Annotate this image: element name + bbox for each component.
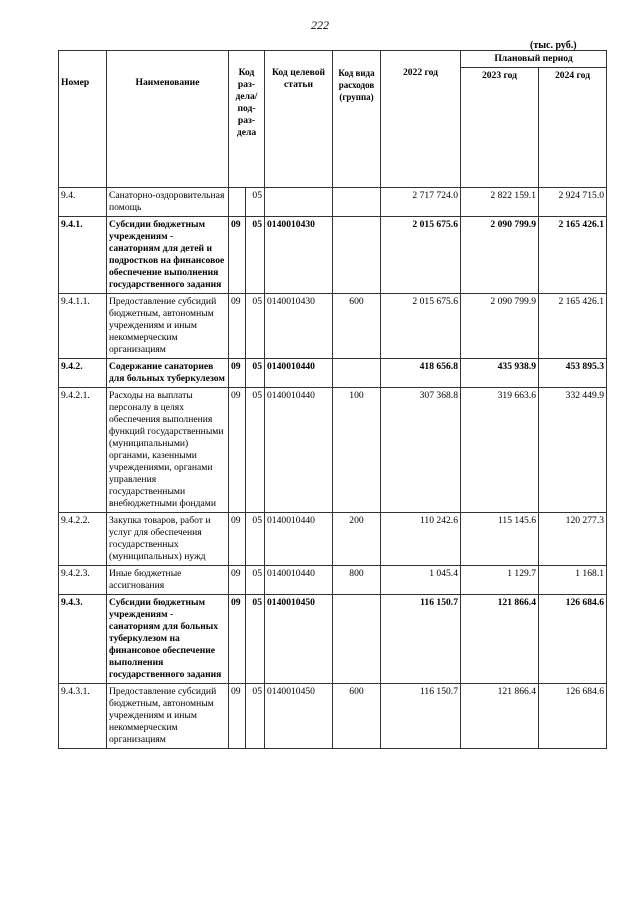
row-subsection: 05: [246, 217, 265, 294]
row-section: 09: [229, 684, 246, 749]
row-number: 9.4.2.: [59, 359, 107, 388]
row-section: 09: [229, 595, 246, 684]
row-section: 09: [229, 217, 246, 294]
row-value-2023: 2 090 799.9: [461, 217, 539, 294]
row-target: 0140010440: [265, 513, 333, 566]
row-name: Содержание санаториев для больных туберкулезом: [107, 359, 229, 388]
header-target: Код целевой статьи: [265, 51, 333, 188]
row-expense: [333, 359, 381, 388]
row-value-2022: 1 045.4: [381, 566, 461, 595]
header-2024: 2024 год: [539, 68, 607, 188]
row-value-2024: 1 168.1: [539, 566, 607, 595]
page-number: 222: [311, 18, 329, 32]
row-number: 9.4.2.2.: [59, 513, 107, 566]
row-subsection: 05: [246, 294, 265, 359]
header-plan-period: Плановый период: [461, 51, 607, 68]
row-target: 0140010440: [265, 566, 333, 595]
row-target: 0140010440: [265, 359, 333, 388]
header-2023: 2023 год: [461, 68, 539, 188]
table-row: [59, 684, 607, 749]
table-row: [59, 188, 607, 217]
row-target: 0140010440: [265, 388, 333, 513]
table-row: [59, 595, 607, 684]
row-name: Субсидии бюджетным учреждениям - санаториям для детей и подростков на финансовое обеспечение выполнения государственного задания: [107, 217, 229, 294]
row-value-2022: 2 717 724.0: [381, 188, 461, 217]
row-expense: 600: [333, 294, 381, 359]
row-value-2023: 121 866.4: [461, 595, 539, 684]
row-number: 9.4.3.1.: [59, 684, 107, 749]
row-number: 9.4.1.1.: [59, 294, 107, 359]
row-value-2023: 1 129.7: [461, 566, 539, 595]
row-value-2023: 2 090 799.9: [461, 294, 539, 359]
row-section: 09: [229, 294, 246, 359]
row-value-2024: 2 165 426.1: [539, 294, 607, 359]
row-value-2023: 2 822 159.1: [461, 188, 539, 217]
row-subsection: 05: [246, 188, 265, 217]
row-name: Расходы на выплаты персоналу в целях обеспечения выполнения функций государственными (муниципальными) органами, казенными учреждениями, органами управления государственными внебюджетными фондами: [107, 388, 229, 513]
table-body: [59, 188, 607, 749]
row-section: 09: [229, 388, 246, 513]
header-expense: Код вида расходов (группа): [333, 51, 381, 188]
row-target: 0140010450: [265, 684, 333, 749]
row-expense: 200: [333, 513, 381, 566]
row-value-2024: 2 165 426.1: [539, 217, 607, 294]
units-label: (тыс. руб.): [530, 40, 577, 51]
row-value-2023: 121 866.4: [461, 684, 539, 749]
budget-table: [58, 50, 607, 749]
row-value-2024: 126 684.6: [539, 684, 607, 749]
row-value-2022: 116 150.7: [381, 684, 461, 749]
row-name: Предоставление субсидий бюджетным, автономным учреждениям и иным некоммерческим организациям: [107, 684, 229, 749]
row-expense: [333, 595, 381, 684]
table-row: [59, 294, 607, 359]
row-name: Предоставление субсидий бюджетным, автономным учреждениям и иным некоммерческим организациям: [107, 294, 229, 359]
row-number: 9.4.2.3.: [59, 566, 107, 595]
header-2022: 2022 год: [381, 51, 461, 188]
header-name: Наименование: [107, 51, 229, 188]
row-expense: 800: [333, 566, 381, 595]
row-value-2022: 116 150.7: [381, 595, 461, 684]
header-section: Код раз- дела/ под- раз- дела: [229, 51, 265, 188]
row-value-2022: 2 015 675.6: [381, 294, 461, 359]
row-number: 9.4.2.1.: [59, 388, 107, 513]
table-row: [59, 217, 607, 294]
row-section: [229, 188, 246, 217]
row-expense: [333, 188, 381, 217]
row-expense: 100: [333, 388, 381, 513]
row-target: [265, 188, 333, 217]
row-target: 0140010450: [265, 595, 333, 684]
row-value-2024: 120 277.3: [539, 513, 607, 566]
row-value-2022: 307 368.8: [381, 388, 461, 513]
row-value-2022: 418 656.8: [381, 359, 461, 388]
table-row: [59, 359, 607, 388]
row-number: 9.4.1.: [59, 217, 107, 294]
row-value-2024: 453 895.3: [539, 359, 607, 388]
row-value-2023: 115 145.6: [461, 513, 539, 566]
row-subsection: 05: [246, 566, 265, 595]
row-target: 0140010430: [265, 294, 333, 359]
table-row: [59, 566, 607, 595]
row-number: 9.4.: [59, 188, 107, 217]
table-row: [59, 513, 607, 566]
row-value-2022: 2 015 675.6: [381, 217, 461, 294]
row-subsection: 05: [246, 388, 265, 513]
row-section: 09: [229, 513, 246, 566]
header-number: Номер: [59, 51, 107, 188]
row-value-2022: 110 242.6: [381, 513, 461, 566]
row-expense: [333, 217, 381, 294]
table-row: [59, 388, 607, 513]
row-expense: 600: [333, 684, 381, 749]
row-value-2024: 126 684.6: [539, 595, 607, 684]
row-value-2024: 2 924 715.0: [539, 188, 607, 217]
row-section: 09: [229, 566, 246, 595]
row-value-2024: 332 449.9: [539, 388, 607, 513]
row-subsection: 05: [246, 595, 265, 684]
row-section: 09: [229, 359, 246, 388]
row-name: Санаторно-оздоровительная помощь: [107, 188, 229, 217]
row-value-2023: 435 938.9: [461, 359, 539, 388]
row-subsection: 05: [246, 359, 265, 388]
row-name: Субсидии бюджетным учреждениям - санаториям для больных туберкулезом на финансовое обеспечение выполнения государственного задания: [107, 595, 229, 684]
row-subsection: 05: [246, 513, 265, 566]
row-target: 0140010430: [265, 217, 333, 294]
row-name: Иные бюджетные ассигнования: [107, 566, 229, 595]
row-number: 9.4.3.: [59, 595, 107, 684]
row-value-2023: 319 663.6: [461, 388, 539, 513]
row-name: Закупка товаров, работ и услуг для обеспечения государственных (муниципальных) нужд: [107, 513, 229, 566]
row-subsection: 05: [246, 684, 265, 749]
